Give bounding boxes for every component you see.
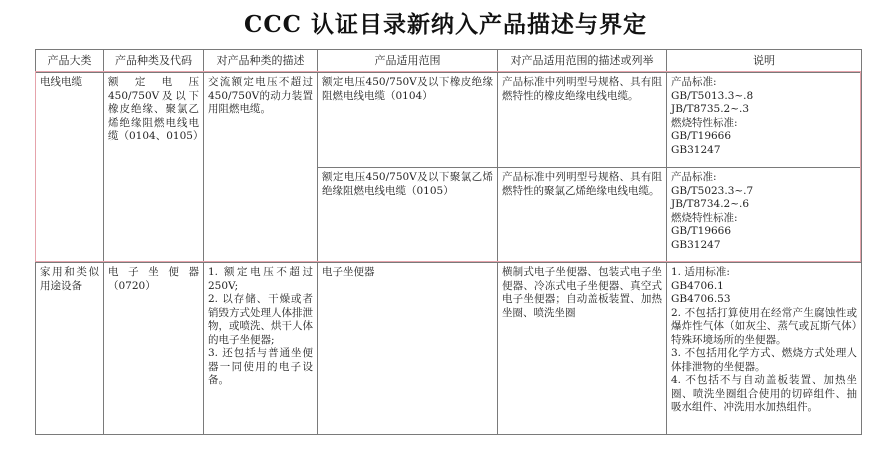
category-cell: 家用和类似用途设备: [36, 263, 104, 435]
table-header-row: [36, 50, 862, 73]
note-line: GB4706.1: [671, 279, 724, 292]
notes-cell: [667, 168, 862, 263]
note-line: 产品标准:: [671, 171, 717, 183]
note-line: GB31247: [671, 238, 721, 251]
note-line: GB/T5013.3~.8: [671, 89, 754, 102]
note-line: 产品标准:: [671, 76, 717, 88]
type-desc-cell: [204, 263, 318, 435]
page-title: CCC 认证目录新纳入产品描述与界定: [244, 11, 647, 38]
table-row: [36, 73, 862, 168]
note-line: GB31247: [671, 143, 721, 156]
note-line: JB/T8734.2~.6: [671, 198, 750, 210]
scope-cell: 额定电压450/750V及以下聚氯乙烯绝缘阻燃电线电缆（0105）: [318, 168, 498, 263]
note-line: GB4706.53: [671, 293, 731, 305]
column-header: 产品种类及代码: [104, 50, 204, 73]
scope-cell: 电子坐便器: [318, 263, 498, 435]
type-code-cell: 电子坐便器（0720）: [104, 263, 204, 435]
scope-desc-cell: 横制式电子坐便器、包装式电子坐便器、冷冻式电子坐便器、真空式电子坐便器；自动盖板装置、加热坐圈、喷洗坐圈: [498, 263, 667, 435]
column-header: 对产品种类的描述: [204, 50, 318, 73]
desc-line: 2. 以存储、干燥或者销毁方式处理人体排泄物，或喷洗、烘干人体的电子坐便器;: [208, 293, 313, 346]
note-line: GB/T5023.3~.7: [671, 184, 754, 197]
desc-line: 3. 还包括与普通坐便器一同使用的电子设备。: [208, 347, 313, 386]
notes-cell: [667, 263, 862, 435]
column-header: 对产品适用范围的描述或列举: [498, 50, 667, 73]
note-line: 3. 不包括用化学方式、燃烧方式处理人体排泄物的坐便器。: [671, 347, 857, 373]
notes-cell: [667, 73, 862, 168]
note-line: 燃烧特性标准:: [671, 211, 738, 224]
note-line: 2. 不包括打算使用在经常产生腐蚀性或爆炸性气体（如灰尘、蒸气或瓦斯气体）特殊环境场所的坐便器。: [671, 306, 857, 346]
column-header: 产品适用范围: [318, 50, 498, 73]
note-line: GB/T19666: [671, 130, 732, 142]
desc-line: 1. 额定电压不超过250V;: [208, 266, 313, 292]
note-line: JB/T8735.2~.3: [671, 103, 750, 115]
category-cell: 电线电缆: [36, 73, 104, 263]
type-code-cell: 额定电压450/750V及以下橡皮绝缘、聚氯乙烯绝缘阻燃电线电缆（0104、0105）: [104, 73, 204, 263]
table-row: [36, 263, 862, 435]
column-header: 说明: [667, 50, 862, 73]
scope-cell: 额定电压450/750V及以下橡皮绝缘阻燃电线电缆（0104）: [318, 73, 498, 168]
product-table: [35, 49, 862, 435]
scope-desc-cell: 产品标准中列明型号规格、具有阻燃特性的聚氯乙烯绝缘电线电缆。: [498, 168, 667, 263]
note-line: 1. 适用标准:: [671, 266, 730, 278]
note-line: 4. 不包括不与自动盖板装置、加热坐圈、喷洗坐圈组合使用的切碎组件、抽吸水组件、冲洗用水加热组件。: [671, 374, 857, 413]
type-desc-cell: 交流额定电压不超过450/750V的动力装置用阻燃电缆。: [204, 73, 318, 263]
scope-desc-cell: 产品标准中列明型号规格、具有阻燃特性的橡皮绝缘电线电缆。: [498, 73, 667, 168]
note-line: GB/T19666: [671, 225, 732, 237]
column-header: 产品大类: [36, 50, 104, 73]
note-line: 燃烧特性标准:: [671, 116, 738, 129]
